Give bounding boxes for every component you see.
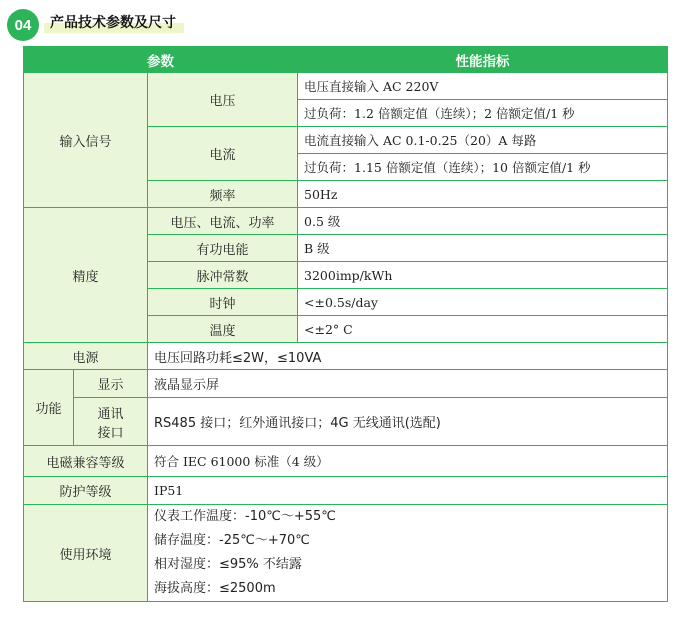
comm-label (74, 398, 148, 446)
accuracy-row-value: B 级 (298, 235, 668, 262)
environment-line: 仪表工作温度：-10℃～+55℃ (154, 509, 336, 524)
comm-label-line1: 通讯 (97, 406, 124, 422)
protection-value: IP51 (148, 477, 668, 505)
current-line2: 过负荷：1.15 倍额定值（连续）；10 倍额定值/1 秒 (298, 154, 668, 181)
table-header-row (24, 47, 668, 73)
accuracy-row-value: <±0.5s/day (298, 289, 668, 316)
header-param: 参数 (24, 47, 298, 73)
input-signal-label: 输入信号 (24, 73, 148, 208)
accuracy-row-value: 3200imp/kWh (298, 262, 668, 289)
section-title: 产品技术参数及尺寸 (50, 15, 176, 31)
accuracy-row-label: 时钟 (148, 289, 298, 316)
display-value: 液晶显示屏 (148, 370, 668, 398)
function-label: 功能 (24, 370, 74, 446)
comm-value: RS485 接口；红外通讯接口；4G 无线通讯(选配) (148, 398, 668, 446)
table-row (24, 370, 668, 398)
environment-line: 储存温度：-25℃～+70℃ (154, 533, 310, 548)
voltage-line1: 电压直接输入 AC 220V (298, 73, 668, 100)
accuracy-row-value: 0.5 级 (298, 208, 668, 235)
emc-label: 电磁兼容等级 (24, 446, 148, 477)
current-line1: 电流直接输入 AC 0.1-0.25（20）A 每路 (298, 127, 668, 154)
section-number-badge: 04 (7, 9, 39, 41)
voltage-line2: 过负荷：1.2 倍额定值（连续）；2 倍额定值/1 秒 (298, 100, 668, 127)
accuracy-row-label: 脉冲常数 (148, 262, 298, 289)
accuracy-row-label: 温度 (148, 316, 298, 343)
current-label: 电流 (148, 127, 298, 181)
accuracy-row-label: 电压、电流、功率 (148, 208, 298, 235)
table-row (24, 398, 668, 446)
frequency-label: 频率 (148, 181, 298, 208)
table-row (24, 73, 668, 100)
voltage-label: 电压 (148, 73, 298, 127)
display-label: 显示 (74, 370, 148, 398)
power-value: 电压回路功耗≤2W，≤10VA (148, 343, 668, 370)
protection-label: 防护等级 (24, 477, 148, 505)
table-row (24, 477, 668, 505)
table-row (24, 343, 668, 370)
table-row (24, 505, 668, 602)
table-row (24, 446, 668, 477)
environment-value (148, 505, 668, 602)
environment-line: 海拔高度：≤2500m (154, 581, 276, 596)
accuracy-row-value: <±2° C (298, 316, 668, 343)
accuracy-label: 精度 (24, 208, 148, 343)
environment-label: 使用环境 (24, 505, 148, 602)
spec-table (23, 46, 668, 602)
power-label: 电源 (24, 343, 148, 370)
table-row (24, 208, 668, 235)
emc-value: 符合 IEC 61000 标准（4 级） (148, 446, 668, 477)
comm-label-line2: 接口 (97, 425, 124, 441)
header-spec: 性能指标 (298, 47, 668, 73)
environment-line: 相对湿度：≤95% 不结露 (154, 557, 302, 572)
frequency-value: 50Hz (298, 181, 668, 208)
accuracy-row-label: 有功电能 (148, 235, 298, 262)
